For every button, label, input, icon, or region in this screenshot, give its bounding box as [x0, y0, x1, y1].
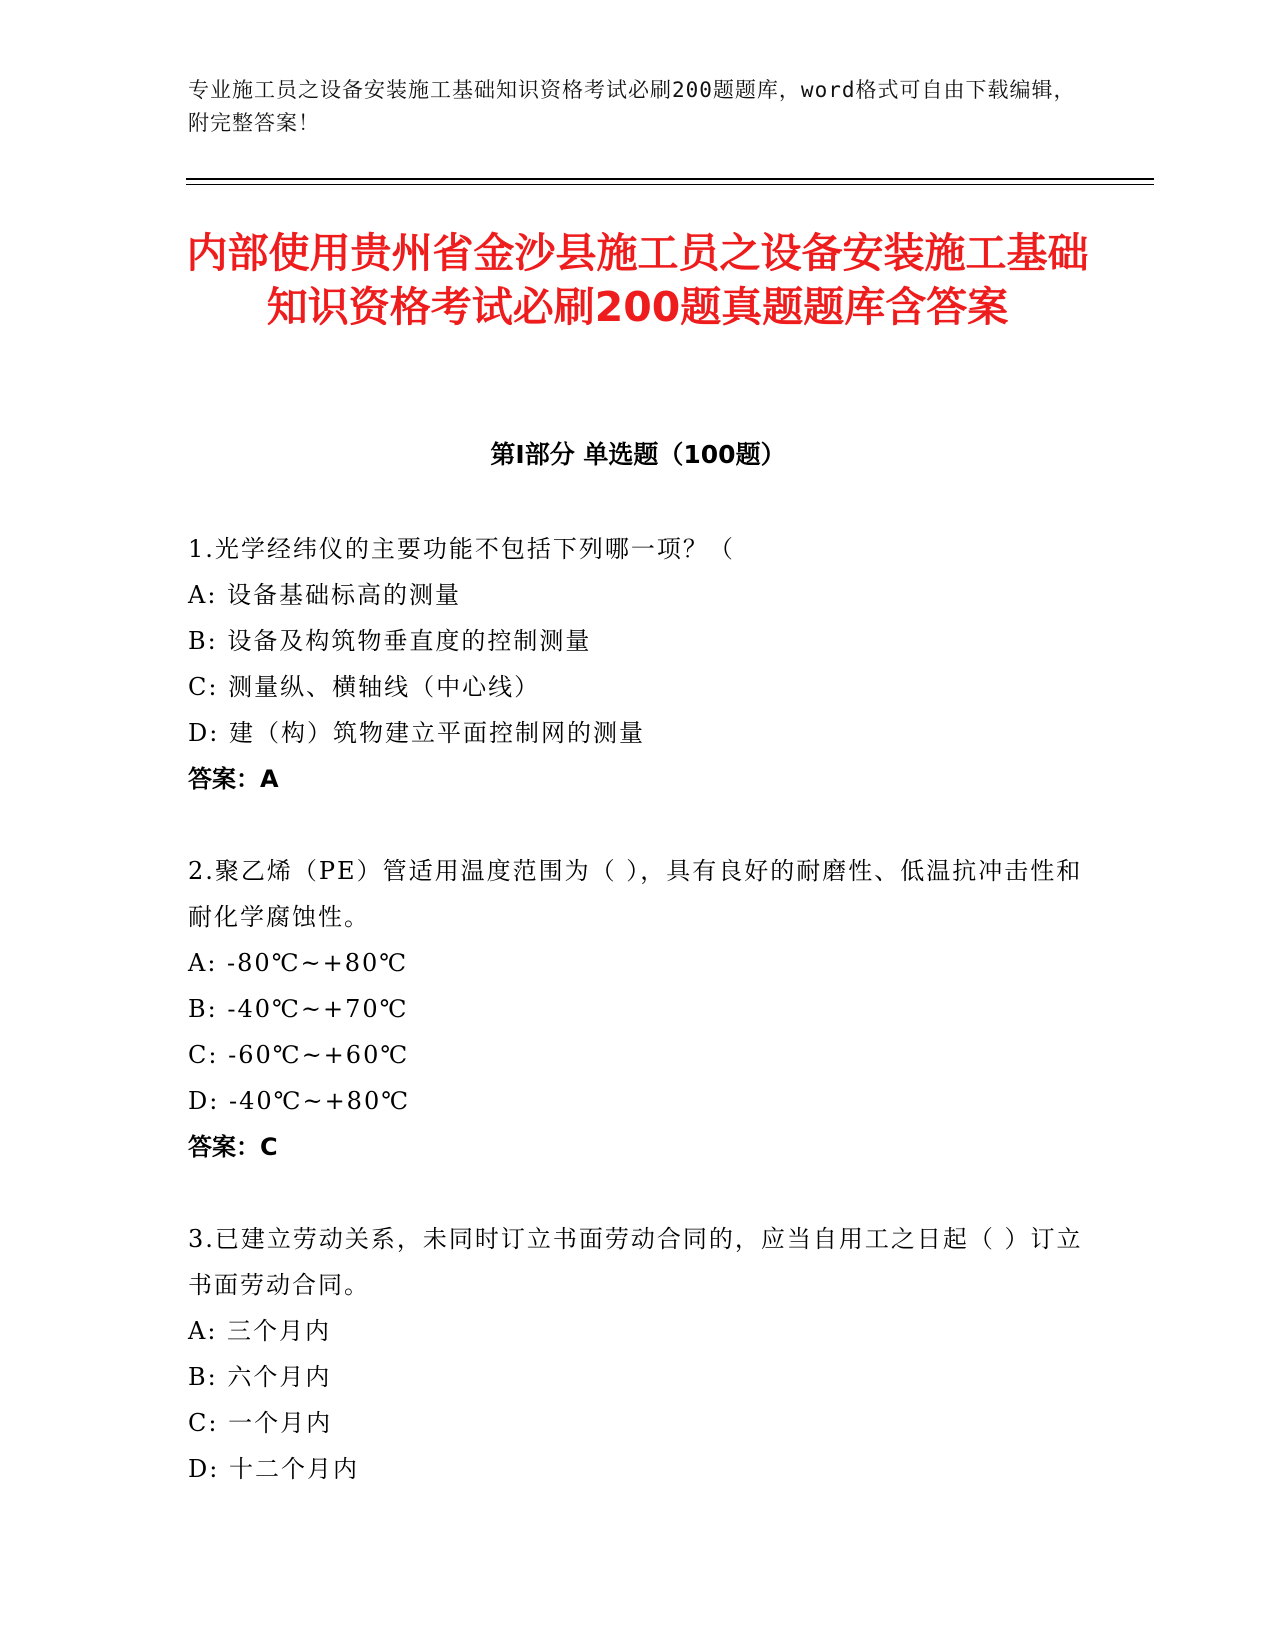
option-b: B: 六个月内 [188, 1363, 332, 1391]
answer: 答案：C [188, 1133, 278, 1161]
option-c: C: -60℃~+60℃ [188, 1041, 410, 1069]
header-divider-thick [186, 178, 1154, 180]
option-d: D: 建（构）筑物建立平面控制网的测量 [188, 719, 645, 747]
section-title: 第Ⅰ部分 单选题（100题） [490, 440, 786, 469]
option-b: B: -40℃~+70℃ [188, 995, 409, 1023]
document-title: 内部使用贵州省金沙县施工员之设备安装施工基础知识资格考试必刷200题真题题库含答案 [186, 229, 1089, 331]
option-d: D: -40℃~+80℃ [188, 1087, 411, 1115]
question-item [188, 848, 1088, 1170]
option-a: A: 三个月内 [188, 1317, 332, 1345]
option-b: B: 设备及构筑物垂直度的控制测量 [188, 627, 592, 655]
option-c: C: 一个月内 [188, 1409, 333, 1437]
option-a: A: -80℃~+80℃ [188, 949, 409, 977]
question-stem: 1.光学经纬仪的主要功能不包括下列哪一项？（ [188, 535, 735, 563]
question-list [188, 526, 1088, 1538]
question-item [188, 1216, 1088, 1492]
header-note: 专业施工员之设备安装施工基础知识资格考试必刷200题题库，word格式可自由下载编辑，附完整答案！ [188, 78, 1076, 135]
question-stem: 2.聚乙烯（PE）管适用温度范围为（ ），具有良好的耐磨性、低温抗冲击性和耐化学腐蚀性。 [188, 857, 1083, 931]
question-stem: 3.已建立劳动关系，未同时订立书面劳动合同的，应当自用工之日起（ ）订立书面劳动合同。 [188, 1225, 1083, 1299]
option-c: C: 测量纵、横轴线（中心线） [188, 673, 541, 701]
option-d: D: 十二个月内 [188, 1455, 359, 1483]
header-divider-thin [186, 184, 1154, 185]
option-a: A: 设备基础标高的测量 [188, 581, 462, 609]
question-item [188, 526, 1088, 802]
answer: 答案：A [188, 765, 279, 793]
